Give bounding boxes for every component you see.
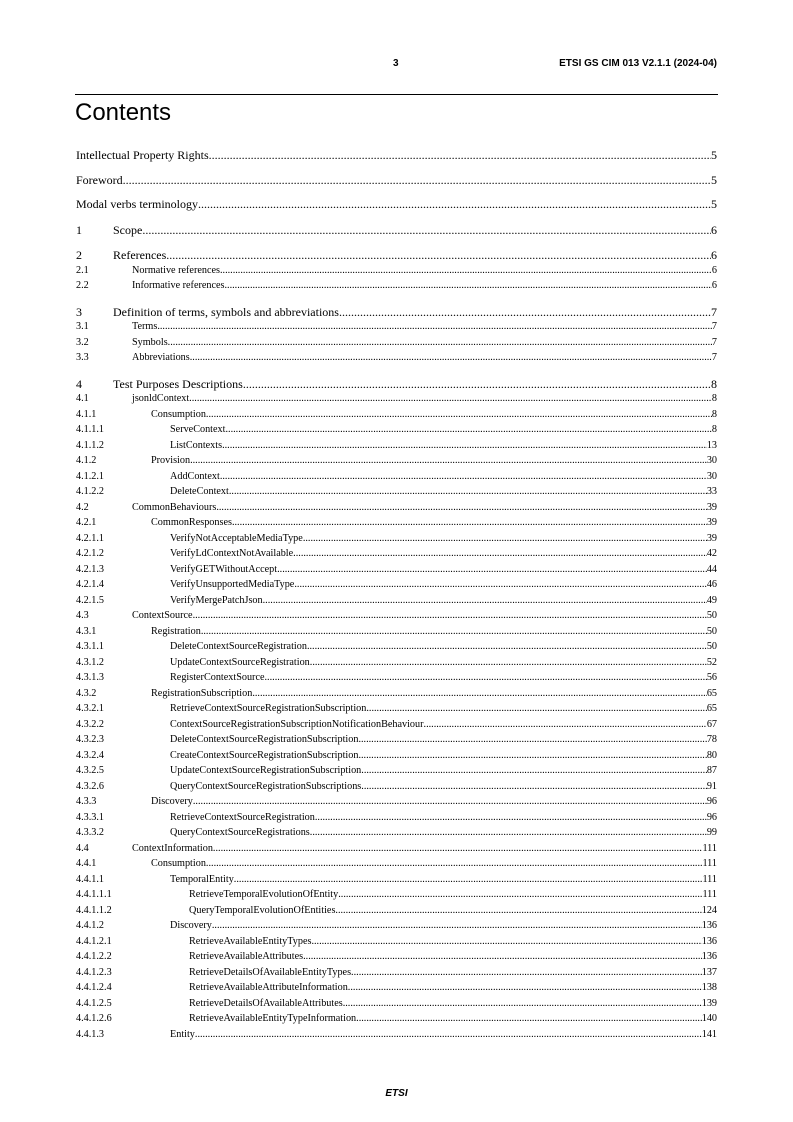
toc-entry-title: Modal verbs terminology: [76, 197, 198, 211]
toc-entry-number: 4.3.3.2: [76, 827, 105, 838]
toc-entry-title: RetrieveDetailsOfAvailableAttributes: [189, 997, 343, 1009]
toc-leader-dots: [220, 265, 712, 276]
toc-leader-dots: [213, 843, 703, 854]
toc-entry-title: CreateContextSourceRegistrationSubscription: [170, 749, 359, 761]
toc-entry[interactable]: [76, 750, 717, 766]
toc-entry[interactable]: [76, 502, 717, 518]
toc-entry-page: 30: [706, 470, 717, 482]
toc-entry-page: 111: [702, 842, 717, 854]
toc-entry[interactable]: [76, 657, 717, 673]
toc-entry-page: 56: [706, 672, 717, 683]
toc-leader-dots: [225, 424, 711, 435]
toc-entry-number: 2: [76, 248, 82, 262]
toc-entry-number: 4.4: [76, 842, 89, 854]
toc-entry[interactable]: [76, 688, 717, 704]
toc-entry-number: 4.4.1.2.5: [76, 997, 112, 1009]
toc-entry[interactable]: [76, 471, 717, 487]
toc-entry[interactable]: [76, 734, 717, 750]
document-id: ETSI GS CIM 013 V2.1.1 (2024-04): [559, 58, 717, 69]
toc-entry-page: 87: [706, 765, 717, 776]
toc-entry-number: 4.2.1: [76, 517, 97, 528]
toc-entry-number: 4.3.2.1: [76, 703, 105, 714]
toc-entry[interactable]: [76, 321, 717, 337]
toc-entry-number: 4.2.1.1: [76, 532, 105, 544]
toc-entry[interactable]: [76, 564, 717, 580]
toc-leader-dots: [243, 377, 711, 392]
toc-entry-number: 3.1: [76, 321, 89, 332]
toc-entry-title: ServeContext: [170, 424, 226, 435]
toc-entry-number: 4.2: [76, 501, 89, 513]
toc-entry-page: 111: [702, 858, 717, 869]
toc-entry[interactable]: [76, 214, 717, 240]
toc-entry[interactable]: [76, 368, 717, 394]
toc-entry-page: 91: [706, 780, 717, 792]
toc-leader-dots: [212, 920, 702, 931]
toc-entry-page: 5: [711, 172, 717, 187]
toc-entry[interactable]: [76, 998, 717, 1014]
toc-leader-dots: [358, 734, 706, 745]
toc-entry-number: 4.4.1.2.4: [76, 982, 112, 993]
toc-entry-number: 4.3.3: [76, 796, 97, 807]
toc-entry-number: 4.4.1.2.6: [76, 1013, 112, 1024]
toc-entry-title: Definition of terms, symbols and abbreviations: [113, 304, 339, 319]
toc-entry-title: Scope: [113, 222, 143, 237]
toc-entry-page: 6: [711, 280, 717, 291]
toc-entry-number: 4: [76, 376, 82, 391]
toc-entry[interactable]: [76, 337, 717, 353]
toc-entry[interactable]: [76, 765, 717, 781]
toc-entry[interactable]: [76, 610, 717, 626]
toc-entry-title: Intellectual Property Rights: [76, 148, 209, 162]
toc-entry-title: QueryTemporalEvolutionOfEntities: [189, 904, 336, 916]
toc-entry[interactable]: [76, 579, 717, 595]
toc-leader-dots: [193, 610, 707, 621]
toc-entry-page: 65: [706, 703, 717, 714]
toc-entry-page: 6: [711, 222, 717, 237]
toc-leader-dots: [424, 719, 707, 730]
toc-entry[interactable]: [76, 672, 717, 688]
toc-entry[interactable]: [76, 905, 717, 921]
toc-entry-title: RetrieveAvailableEntityTypeInformation: [189, 1013, 357, 1024]
toc-entry-page: 8: [711, 393, 717, 404]
toc-entry-page: 8: [711, 424, 717, 435]
toc-entry-number: 4.3.3.1: [76, 811, 105, 823]
toc-entry-title: DeleteContextSourceRegistrationSubscription: [170, 734, 359, 745]
toc-entry-title: Normative references: [132, 264, 220, 276]
toc-entry[interactable]: [76, 982, 717, 998]
toc-entry-page: 136: [701, 935, 717, 947]
toc-leader-dots: [198, 197, 711, 212]
toc-entry-number: 4.3.2.3: [76, 734, 105, 745]
toc-entry-title: UpdateContextSourceRegistration: [170, 656, 310, 668]
toc-entry[interactable]: [76, 920, 717, 936]
toc-entry-title: Terms: [132, 321, 158, 332]
toc-entry-number: 4.4.1.1.1: [76, 889, 112, 900]
toc-entry-page: 124: [701, 904, 717, 916]
toc-entry-number: 4.3.2.6: [76, 780, 105, 792]
toc-entry-title: Foreword: [76, 172, 123, 187]
toc-entry-title: Provision: [151, 455, 191, 466]
toc-entry-page: 49: [706, 594, 717, 606]
toc-entry-number: 4.3.2.5: [76, 765, 105, 776]
toc-leader-dots: [358, 750, 706, 761]
toc-entry-page: 50: [706, 641, 717, 652]
toc-entry-number: 4.4.1.3: [76, 1028, 105, 1040]
toc-entry-page: 136: [701, 920, 717, 931]
toc-leader-dots: [222, 440, 707, 451]
toc-entry[interactable]: [76, 703, 717, 719]
toc-entry-page: 111: [702, 873, 717, 885]
toc-entry-number: 4.4.1.1: [76, 873, 105, 885]
toc-entry-title: QueryContextSourceRegistrations: [170, 827, 310, 838]
toc-entry-page: 5: [711, 197, 717, 211]
toc-entry-number: 4.1.1.1: [76, 424, 105, 435]
toc-entry-page: 7: [711, 336, 717, 348]
toc-entry[interactable]: [76, 440, 717, 456]
toc-entry-page: 99: [706, 827, 717, 838]
toc-entry-number: 4.3.2: [76, 687, 97, 699]
toc-entry[interactable]: [76, 781, 717, 797]
toc-leader-dots: [193, 796, 707, 807]
toc-entry-number: 4.1.2: [76, 455, 97, 466]
toc-entry-page: 42: [706, 548, 717, 559]
toc-entry[interactable]: [76, 455, 717, 471]
toc-entry[interactable]: [76, 827, 717, 843]
toc-entry-number: 2.2: [76, 280, 89, 291]
toc-entry[interactable]: [76, 239, 717, 265]
toc-entry-number: 4.1: [76, 393, 89, 404]
toc-entry[interactable]: [76, 967, 717, 983]
toc-entry-title: DeleteContextSourceRegistration: [170, 641, 307, 652]
toc-entry-page: 78: [706, 734, 717, 745]
toc-leader-dots: [216, 502, 706, 513]
toc-entry[interactable]: [76, 533, 717, 549]
toc-entry[interactable]: [76, 517, 717, 533]
toc-entry-page: 111: [702, 889, 717, 900]
toc-entry-page: 39: [706, 517, 717, 528]
toc-entry-page: 80: [706, 749, 717, 761]
toc-entry-title: RetrieveContextSourceRegistrationSubscription: [170, 703, 367, 714]
toc-entry-page: 136: [701, 951, 717, 962]
toc-entry-title: RegisterContextSource: [170, 672, 265, 683]
toc-leader-dots: [157, 321, 712, 332]
toc-entry[interactable]: [76, 858, 717, 874]
toc-entry[interactable]: [76, 719, 717, 735]
toc-entry-title: VerifyGETWithoutAccept: [170, 563, 278, 575]
toc-leader-dots: [356, 1013, 702, 1024]
toc-entry-title: VerifyNotAcceptableMediaType: [170, 532, 303, 544]
toc-entry-page: 5: [711, 148, 717, 162]
toc-entry-page: 137: [701, 966, 717, 978]
toc-leader-dots: [189, 393, 712, 404]
toc-entry-page: 7: [711, 304, 717, 319]
toc-entry-title: RetrieveAvailableEntityTypes: [189, 935, 312, 947]
page-number: 3: [393, 58, 399, 69]
toc-leader-dots: [351, 967, 702, 978]
toc-entry-page: 96: [706, 811, 717, 823]
toc-leader-dots: [361, 765, 707, 776]
toc-entry-title: Symbols: [132, 336, 168, 348]
toc-leader-dots: [303, 533, 707, 544]
toc-entry[interactable]: [76, 165, 717, 190]
toc-entry-page: 30: [706, 455, 717, 466]
toc-entry[interactable]: [76, 796, 717, 812]
toc-entry[interactable]: [76, 595, 717, 611]
toc-leader-dots: [335, 905, 701, 916]
toc-entry-page: 65: [706, 687, 717, 699]
toc-leader-dots: [232, 517, 707, 528]
toc-entry-title: VerifyMergePatchJson: [170, 594, 263, 606]
toc-leader-dots: [315, 812, 707, 823]
toc-leader-dots: [190, 352, 712, 363]
toc-leader-dots: [142, 223, 711, 238]
toc-entry-page: 44: [706, 563, 717, 575]
toc-leader-dots: [265, 672, 707, 683]
toc-entry-number: 4.4.1.2.3: [76, 966, 112, 978]
toc-entry-title: ListContexts: [170, 439, 223, 451]
toc-entry[interactable]: [76, 486, 717, 502]
toc-leader-dots: [229, 486, 707, 497]
toc-entry-title: jsonldContext: [132, 393, 190, 404]
toc-entry[interactable]: [76, 409, 717, 425]
toc-entry-number: 4.2.1.4: [76, 579, 105, 590]
toc-leader-dots: [338, 889, 702, 900]
toc-entry-title: RetrieveContextSourceRegistration: [170, 811, 315, 823]
toc-entry-page: 67: [706, 718, 717, 730]
toc-leader-dots: [348, 982, 702, 993]
toc-entry[interactable]: [76, 874, 717, 890]
toc-entry[interactable]: [76, 843, 717, 859]
toc-entry-page: 96: [706, 796, 717, 807]
toc-leader-dots: [310, 827, 707, 838]
toc-entry-title: VerifyLdContextNotAvailable: [170, 548, 294, 559]
toc-entry-page: 8: [711, 408, 717, 420]
toc-entry-number: 4.4.1.2: [76, 920, 105, 931]
toc-entry-page: 6: [711, 248, 717, 262]
toc-entry[interactable]: [76, 812, 717, 828]
toc-entry-number: 3: [76, 304, 82, 319]
toc-entry-number: 4.2.1.2: [76, 548, 105, 559]
toc-entry-number: 3.2: [76, 336, 89, 348]
toc-entry-title: VerifyUnsupportedMediaType: [170, 579, 295, 590]
toc-entry[interactable]: [76, 296, 717, 322]
toc-entry-number: 4.2.1.3: [76, 563, 105, 575]
toc-entry-page: 6: [711, 264, 717, 276]
toc-entry[interactable]: [76, 626, 717, 642]
toc-entry[interactable]: [76, 265, 717, 281]
toc-entry-title: RetrieveAvailableAttributes: [189, 951, 304, 962]
toc-entry-title: DeleteContext: [170, 486, 229, 497]
toc-entry-title: Entity: [170, 1028, 195, 1040]
toc-leader-dots: [277, 564, 707, 575]
toc-entry-title: Test Purposes Descriptions: [113, 376, 243, 391]
toc-leader-dots: [224, 280, 711, 291]
toc-entry-number: 4.4.1.2.2: [76, 951, 112, 962]
toc-leader-dots: [166, 248, 711, 263]
toc-entry[interactable]: [76, 280, 717, 296]
toc-entry-title: UpdateContextSourceRegistrationSubscription: [170, 765, 362, 776]
toc-leader-dots: [343, 998, 702, 1009]
toc-entry-number: 4.4.1.1.2: [76, 904, 112, 916]
header-rule: [75, 94, 718, 95]
toc-entry-page: 50: [706, 610, 717, 621]
toc-entry[interactable]: [76, 1013, 717, 1029]
toc-entry[interactable]: [76, 951, 717, 967]
toc-entry-title: Abbreviations: [132, 352, 190, 363]
toc-entry-page: 8: [711, 376, 717, 391]
toc-entry-title: Consumption: [151, 408, 206, 420]
toc-entry[interactable]: [76, 352, 717, 368]
toc-entry-number: 4.1.1.2: [76, 439, 105, 451]
toc-leader-dots: [123, 173, 711, 188]
toc-leader-dots: [263, 595, 707, 606]
toc-entry-title: ContextSource: [132, 610, 193, 621]
toc-entry-number: 3.3: [76, 352, 89, 363]
toc-entry-page: 50: [706, 625, 717, 637]
toc-entry-number: 4.1.2.1: [76, 470, 105, 482]
toc-entry-number: 1: [76, 222, 82, 237]
toc-entry[interactable]: [76, 140, 717, 165]
toc-entry-number: 4.4.1.2.1: [76, 935, 112, 947]
toc-entry-title: RetrieveTemporalEvolutionOfEntity: [189, 889, 339, 900]
toc-entry-title: CommonBehaviours: [132, 501, 217, 513]
toc-entry-number: 4.4.1: [76, 858, 97, 869]
toc-entry-title: RetrieveDetailsOfAvailableEntityTypes: [189, 966, 352, 978]
toc-entry-number: 4.3.1: [76, 625, 97, 637]
toc-entry-page: 33: [706, 486, 717, 497]
toc-entry-number: 4.3: [76, 610, 89, 621]
toc-entry[interactable]: [76, 548, 717, 564]
toc-leader-dots: [201, 626, 707, 637]
toc-entry-page: 140: [701, 1013, 717, 1024]
toc-entry-number: 4.3.2.4: [76, 749, 105, 761]
toc-leader-dots: [252, 688, 707, 699]
toc-entry-page: 138: [701, 982, 717, 993]
toc-entry[interactable]: [76, 393, 717, 409]
toc-entry-page: 139: [701, 997, 717, 1009]
toc-leader-dots: [303, 951, 702, 962]
page-title: Contents: [75, 99, 172, 126]
toc-entry-page: 52: [706, 656, 717, 668]
toc-leader-dots: [195, 1029, 702, 1040]
toc-entry-title: TemporalEntity: [170, 873, 234, 885]
toc-entry-number: 4.2.1.5: [76, 594, 105, 606]
toc-leader-dots: [310, 657, 707, 668]
toc-leader-dots: [168, 337, 712, 348]
toc-entry-page: 7: [711, 321, 717, 332]
toc-entry-title: Informative references: [132, 280, 225, 291]
toc-leader-dots: [190, 455, 707, 466]
toc-entry-page: 39: [706, 501, 717, 513]
toc-entry-title: Discovery: [151, 796, 193, 807]
toc-leader-dots: [361, 781, 707, 792]
toc-leader-dots: [294, 579, 706, 590]
toc-entry-number: 4.3.1.3: [76, 672, 105, 683]
toc-entry-number: 2.1: [76, 264, 89, 276]
toc-entry-title: ContextInformation: [132, 842, 213, 854]
toc-leader-dots: [209, 148, 711, 163]
toc-leader-dots: [234, 874, 703, 885]
toc-entry-page: 13: [706, 439, 717, 451]
toc-entry-page: 46: [706, 579, 717, 590]
toc-entry-number: 4.1.1: [76, 408, 97, 420]
toc-entry-number: 4.3.2.2: [76, 718, 105, 730]
toc-leader-dots: [206, 858, 703, 869]
toc-leader-dots: [220, 471, 707, 482]
toc-entry[interactable]: [76, 424, 717, 440]
toc-entry-title: RetrieveAvailableAttributeInformation: [189, 982, 348, 993]
toc-entry-title: Discovery: [170, 920, 212, 931]
toc-leader-dots: [366, 703, 706, 714]
toc-entry-title: Registration: [151, 625, 201, 637]
toc-leader-dots: [307, 641, 707, 652]
toc-entry-page: 141: [701, 1028, 717, 1040]
toc-entry-title: CommonResponses: [151, 517, 232, 528]
toc-entry[interactable]: [76, 936, 717, 952]
toc-entry-number: 4.1.2.2: [76, 486, 105, 497]
toc-entry-number: 4.3.1.2: [76, 656, 105, 668]
toc-entry-page: 39: [706, 532, 717, 544]
toc-entry-title: RegistrationSubscription: [151, 687, 253, 699]
table-of-contents: [76, 140, 717, 1044]
toc-leader-dots: [311, 936, 701, 947]
toc-leader-dots: [293, 548, 707, 559]
toc-leader-dots: [206, 409, 712, 420]
toc-entry-title: ContextSourceRegistrationSubscriptionNotificationBehaviour: [170, 718, 424, 730]
toc-leader-dots: [339, 305, 711, 320]
toc-entry-title: QueryContextSourceRegistrationSubscriptions: [170, 780, 362, 792]
toc-entry-title: Consumption: [151, 858, 206, 869]
footer-etsi: ETSI: [385, 1088, 408, 1099]
toc-entry-page: 7: [711, 352, 717, 363]
toc-entry[interactable]: [76, 889, 717, 905]
toc-entry-title: AddContext: [170, 470, 220, 482]
toc-entry[interactable]: [76, 189, 717, 214]
toc-entry-number: 4.3.1.1: [76, 641, 105, 652]
toc-entry[interactable]: [76, 641, 717, 657]
toc-entry[interactable]: [76, 1029, 717, 1045]
toc-entry-title: References: [113, 248, 167, 262]
